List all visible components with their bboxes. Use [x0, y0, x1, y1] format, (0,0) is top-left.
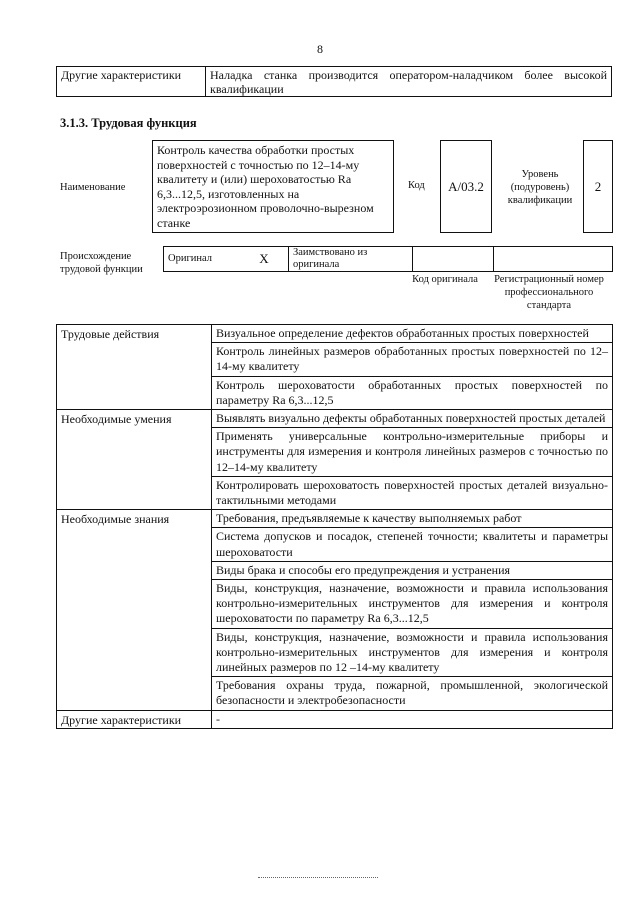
function-code-box: А/03.2 — [440, 140, 492, 233]
item-cell: Контролировать шероховатость поверхностей простых деталей визуально-тактильными методами — [212, 476, 613, 509]
category-cell: Необходимые умения — [57, 410, 212, 510]
item-cell: Контроль шероховатости обработанных простых поверхностей по параметру Ra 6,3...12,5 — [212, 376, 613, 409]
code-label: Код — [408, 180, 425, 191]
other-characteristics-table — [56, 66, 612, 97]
original-code-cell — [413, 247, 494, 272]
name-label: Наименование — [60, 182, 126, 193]
table-row — [57, 325, 613, 343]
origin-label: Происхождение трудовой функции — [60, 251, 143, 275]
qualification-level-label: Уровень (подуровень) квалификации — [507, 169, 573, 206]
item-cell: Применять универсальные контрольно-измерительные приборы и инструменты для измерения и контроля линейных размеров с точностью по 12–14-му квалитету — [212, 428, 613, 477]
table-row — [57, 510, 613, 528]
table-row — [57, 710, 613, 728]
labor-function-table — [56, 324, 613, 729]
page-number: 8 — [317, 42, 323, 56]
table-row — [57, 67, 612, 97]
item-cell: Визуальное определение дефектов обработанных простых поверхностей — [212, 325, 613, 343]
reg-number-label: Регистрационный номер профессионального стандарта — [494, 274, 604, 311]
borrowed-label: Заимствовано из оригинала — [289, 247, 413, 272]
row-label: Другие характеристики — [57, 67, 206, 97]
item-cell: Виды брака и способы его предупреждения и устранения — [212, 561, 613, 579]
item-cell: Контроль линейных размеров обработанных простых поверхностей по 12–14-му квалитету — [212, 343, 613, 376]
category-cell: Трудовые действия — [57, 325, 212, 410]
original-label: Оригинал — [164, 247, 241, 272]
item-cell: Требования, предъявляемые к качеству выполняемых работ — [212, 510, 613, 528]
bottom-divider — [258, 877, 378, 878]
row-value: Наладка станка производится оператором-наладчиком более высокой квалификации — [206, 67, 612, 97]
category-cell: Другие характеристики — [57, 710, 212, 728]
table-row — [57, 410, 613, 428]
qualification-level-box: 2 — [583, 140, 613, 233]
section-heading: 3.1.3. Трудовая функция — [60, 116, 197, 130]
function-name-box: Контроль качества обработки простых поверхностей с точностью по 12–14-му квалитету и (или) шероховатостью Ra 6,3...12,5, изготовленных на электроэрозионном проволочно-вырезном станке — [152, 140, 394, 233]
category-cell: Необходимые знания — [57, 510, 212, 710]
item-cell: Виды, конструкция, назначение, возможности и правила использования контрольно-измерительных инструментов для измерения и контроля шероховатости по параметру Ra 6,3...12,5 — [212, 580, 613, 629]
item-cell: Виды, конструкция, назначение, возможности и правила использования контрольно-измерительных инструментов для измерения и контроля линейных размеров по 12 –14-му квалитету — [212, 628, 613, 677]
original-code-label: Код оригинала — [412, 274, 478, 285]
item-cell: - — [212, 710, 613, 728]
item-cell: Система допусков и посадок, степеней точности; квалитеты и параметры шероховатости — [212, 528, 613, 561]
item-cell: Выявлять визуально дефекты обработанных поверхностей простых деталей — [212, 410, 613, 428]
reg-number-cell — [494, 247, 613, 272]
origin-table — [163, 246, 613, 272]
item-cell: Требования охраны труда, пожарной, промышленной, экологической безопасности и электробезопасности — [212, 677, 613, 710]
original-mark: X — [240, 247, 289, 272]
table-row — [164, 247, 613, 272]
